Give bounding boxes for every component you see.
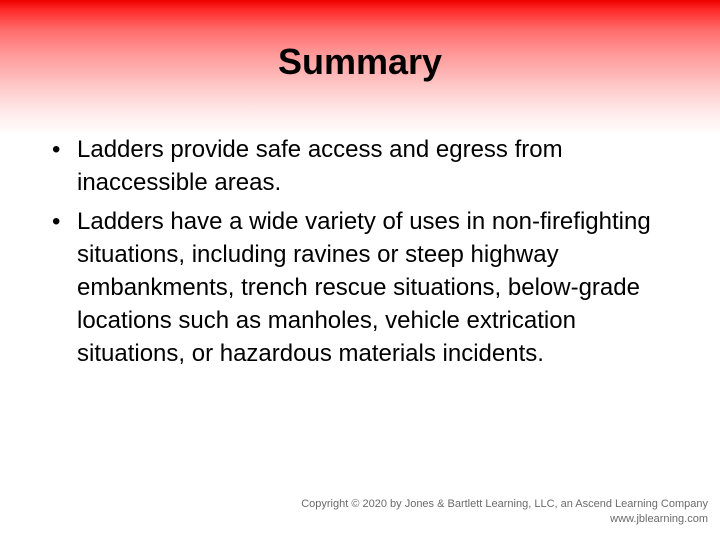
bullet-text: Ladders provide safe access and egress from inaccessible areas. [77, 136, 563, 196]
bullet-dot: • [52, 136, 61, 163]
bullet-text: Ladders have a wide variety of uses in non-firefighting situations, including ravines or steep highway embankments, trench rescue situations, below-grade locations such as manholes, vehicle extrication situations, or hazardous materials incidents. [77, 208, 651, 367]
bullet-item [50, 205, 680, 370]
bullet-dot: • [52, 208, 61, 235]
slide-title: Summary [277, 41, 443, 82]
copyright-text: Copyright © 2020 by Jones & Bartlett Learning, LLC, an Ascend Learning Company [301, 498, 708, 510]
website-text: www.jblearning.com [610, 513, 708, 525]
bullet-item [50, 133, 680, 199]
copyright-footer [301, 497, 708, 527]
bullet-list [50, 133, 680, 376]
